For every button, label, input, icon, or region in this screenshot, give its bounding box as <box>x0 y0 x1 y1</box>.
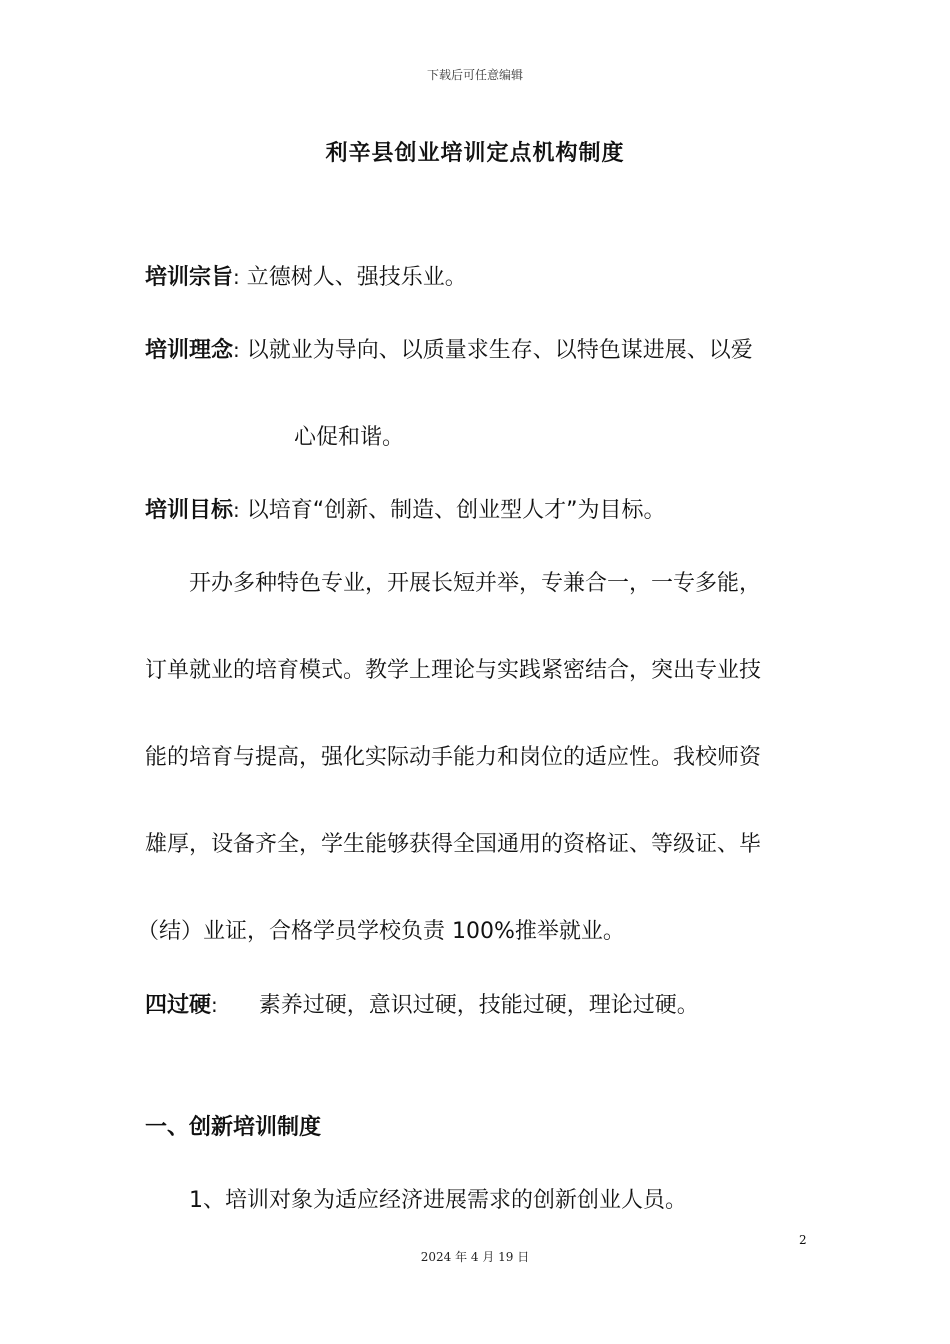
concept-text: 以就业为导向、以质量求生存、以特色谋进展、以爱 <box>246 338 753 363</box>
footer-date: 2024 年 4 月 19 日 <box>420 1250 530 1264</box>
four-hard-label: 四过硬 <box>145 993 212 1018</box>
purpose-line <box>145 260 467 291</box>
four-hard-colon: : <box>211 993 218 1017</box>
four-hard-line <box>145 988 699 1019</box>
goal-label: 培训目标 <box>145 498 234 523</box>
concept-line <box>145 333 753 364</box>
document-title: 利辛县创业培训定点机构制度 <box>325 141 625 166</box>
header-note: 下载后可任意编辑 <box>426 68 523 82</box>
four-hard-text: 素养过硬，意识过硬，技能过硬，理论过硬。 <box>258 993 699 1018</box>
section-heading: 一、创新培训制度 <box>145 1115 322 1140</box>
goal-text: 以培育“创新、制造、创业型人才”为目标。 <box>246 498 666 523</box>
concept-label: 培训理念 <box>145 338 234 363</box>
page-number: 2 <box>799 1233 807 1247</box>
concept-colon: : <box>233 338 240 362</box>
goal-line <box>145 493 666 524</box>
paragraph-line: 能的培育与提高，强化实际动手能力和岗位的适应性。我校师资 <box>145 745 762 770</box>
paragraph-line: 开办多种特色专业，开展长短并举，专兼合一，一专多能， <box>189 571 762 596</box>
section-item: 1、培训对象为适应经济进展需求的创新创业人员。 <box>189 1188 687 1213</box>
paragraph-line: 雄厚，设备齐全，学生能够获得全国通用的资格证、等级证、毕 <box>145 832 762 857</box>
paragraph-line: 订单就业的培育模式。教学上理论与实践紧密结合，突出专业技 <box>145 658 762 683</box>
goal-colon: : <box>233 498 240 522</box>
concept-continuation: 心促和谐。 <box>294 425 405 450</box>
purpose-label: 培训宗旨 <box>145 265 234 290</box>
purpose-colon: : <box>233 265 240 289</box>
purpose-text: 立德树人、强技乐业。 <box>246 265 467 290</box>
paragraph-line: （结）业证，合格学员学校负责 100%推举就业。 <box>137 919 625 944</box>
